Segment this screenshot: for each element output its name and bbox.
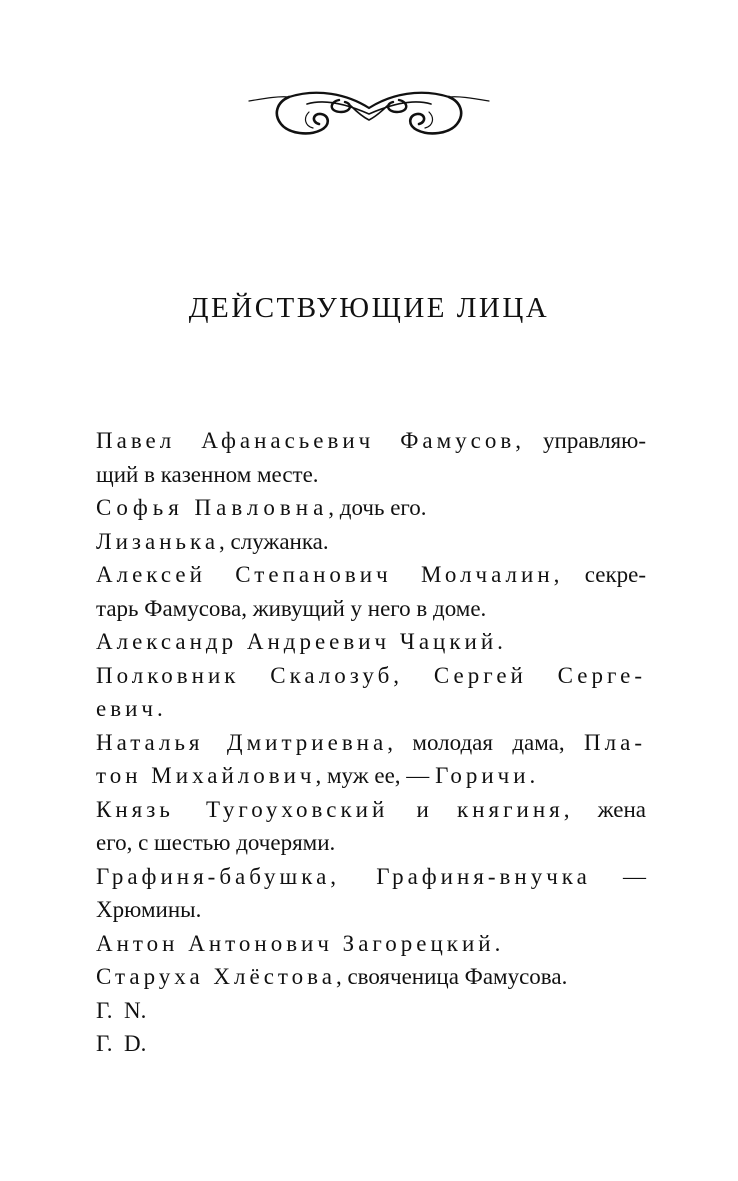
character-name: Г. N.: [96, 997, 147, 1023]
character-name: Пла-: [584, 729, 647, 755]
character-desc: и: [388, 796, 458, 822]
character-name: Горичи: [435, 763, 530, 788]
character-desc: Хрюмины.: [96, 897, 202, 922]
character-desc: .: [529, 763, 536, 788]
character-desc: , управляю-: [515, 428, 646, 453]
cast-line: [96, 692, 646, 726]
character-name: княгиня: [457, 796, 564, 822]
character-name: Старуха Хлёстова: [96, 964, 336, 989]
cast-line: [96, 793, 646, 827]
cast-line: [96, 726, 646, 760]
character-name: Павел Афанасьевич Фамусов: [96, 428, 516, 453]
character-name: Антон Антонович Загорецкий: [96, 930, 495, 956]
cast-line: [96, 424, 646, 458]
character-name: евич: [96, 696, 157, 721]
cast-line: [96, 592, 646, 626]
character-name: Князь Тугоуховский: [96, 796, 389, 822]
character-name: Алексей Степанович Молчалин: [96, 562, 554, 587]
character-name: Г. D.: [96, 1031, 147, 1056]
character-name: Наталья Дмитриевна: [96, 729, 388, 755]
page-title: ДЕЙСТВУЮЩИЕ ЛИЦА: [188, 292, 550, 324]
character-desc: , секре-: [553, 562, 647, 587]
cast-line: [96, 558, 646, 592]
cast-line: [96, 893, 646, 927]
character-desc: —: [590, 863, 646, 889]
character-desc: , дочь его.: [328, 495, 427, 520]
character-desc: , муж ее, —: [315, 763, 436, 788]
cast-list: [96, 424, 646, 1061]
cast-line: [96, 826, 646, 860]
cast-line: [96, 860, 646, 894]
cast-line: [96, 491, 646, 525]
cast-line: [96, 1027, 646, 1061]
cast-line: [96, 927, 646, 961]
character-desc: , свояченица Фамусова.: [335, 964, 568, 989]
character-desc: щий в казенном месте.: [96, 461, 319, 487]
character-name: Лизанька: [96, 528, 220, 554]
cast-line: [96, 625, 646, 659]
character-desc: тарь Фамусова, живущий у него в доме.: [96, 595, 487, 621]
character-desc: , молодая дама,: [387, 729, 585, 755]
flourish-ornament-icon: [247, 84, 491, 144]
cast-line: [96, 759, 646, 793]
character-name: Графиня-бабушка, Графиня-внучка: [96, 863, 591, 889]
character-desc: его, с шестью дочерями.: [96, 830, 336, 855]
character-desc: , служанка.: [219, 528, 329, 554]
character-desc: , жена: [563, 796, 646, 822]
character-name: Полковник Скалозуб, Сергей Серге-: [96, 662, 646, 688]
character-name: Александр Андреевич Чацкий: [96, 629, 498, 654]
cast-line: [96, 994, 646, 1028]
character-desc: .: [497, 629, 503, 654]
cast-line: [96, 659, 646, 693]
cast-line: [96, 458, 646, 492]
cast-line: [96, 525, 646, 559]
cast-line: [96, 960, 646, 994]
character-desc: .: [156, 696, 163, 721]
character-name: Софья Павловна: [96, 495, 329, 520]
character-desc: .: [494, 930, 501, 956]
character-name: тон Михайлович: [96, 763, 316, 788]
